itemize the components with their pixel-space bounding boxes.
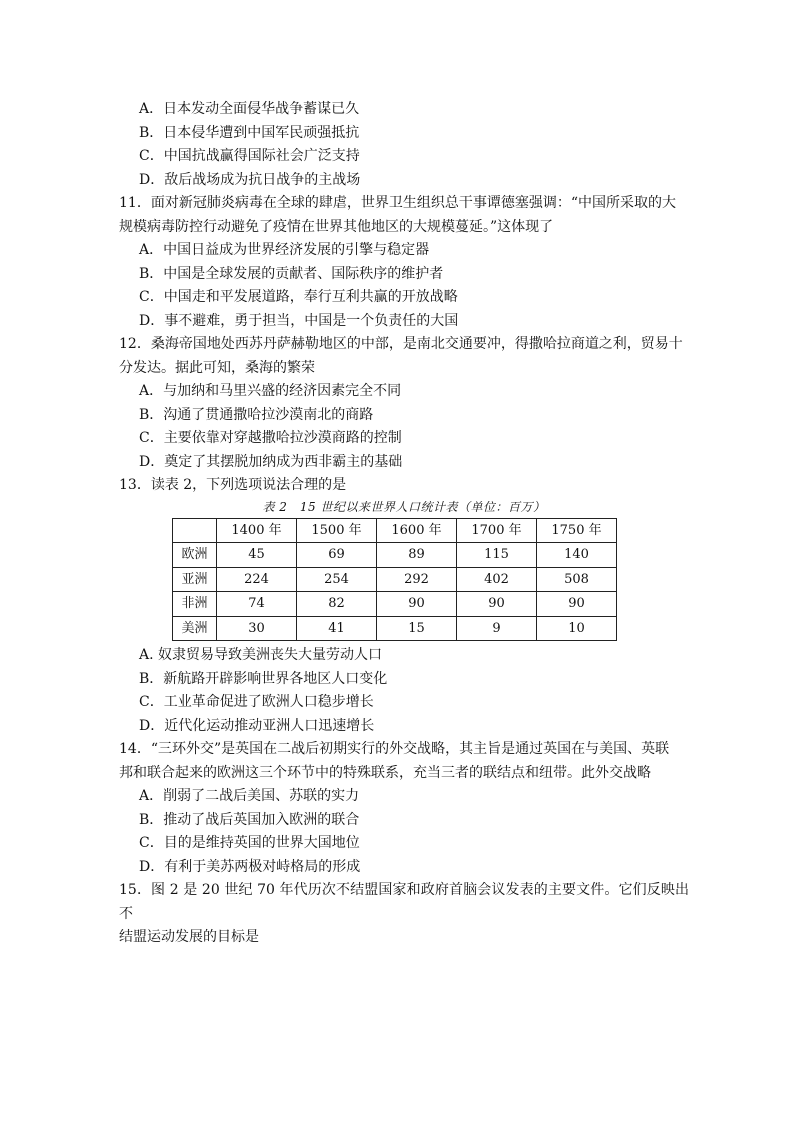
table-row xyxy=(173,592,617,617)
option-a: A. 奴隶贸易导致美洲丧失大量劳动人口 xyxy=(139,647,383,663)
question-stem: 13．读表 2，下列选项说法合理的是 xyxy=(119,477,347,493)
option-c: C．工业革命促进了欧洲人口稳步增长 xyxy=(139,694,374,710)
question-stem: 11．面对新冠肺炎病毒在全球的肆虐，世界卫生组织总干事谭德塞强调：“中国所采取的大 xyxy=(119,195,676,211)
option-b: B．中国是全球发展的贡献者、国际秩序的维护者 xyxy=(139,265,444,282)
header-cell: 1600 年 xyxy=(377,518,457,543)
table-row xyxy=(173,567,617,592)
table-cell: 69 xyxy=(297,543,377,568)
table-cell: 89 xyxy=(377,543,457,568)
question-stem: 14．“三环外交”是英国在二战后初期实行的外交战略，其主旨是通过英国在与美国、英联 xyxy=(119,741,670,757)
table-row xyxy=(173,616,617,641)
option-d: D．奠定了其摆脱加纳成为西非霸主的基础 xyxy=(139,453,403,470)
row-label: 美洲 xyxy=(173,616,217,641)
population-table xyxy=(172,518,617,642)
header-cell: 1700 年 xyxy=(457,518,537,543)
option-d: D．有利于美苏两极对峙格局的形成 xyxy=(139,858,361,875)
question-13 xyxy=(119,474,689,738)
question-12 xyxy=(119,333,689,474)
question-11 xyxy=(119,192,689,333)
option-d: D．近代化运动推动亚洲人口迅速增长 xyxy=(139,717,375,734)
table-cell: 90 xyxy=(537,592,617,617)
option-c: C．目的是维持英国的世界大国地位 xyxy=(139,835,360,851)
option-a: A．与加纳和马里兴盛的经济因素完全不同 xyxy=(139,383,402,399)
table-row xyxy=(173,543,617,568)
table-cell: 9 xyxy=(457,616,537,641)
option-c: C．中国走和平发展道路，奉行互利共赢的开放战略 xyxy=(139,289,458,305)
table-cell: 508 xyxy=(537,567,617,592)
table-cell: 74 xyxy=(217,592,297,617)
option-d: D．敌后战场成为抗日战争的主战场 xyxy=(139,171,361,188)
table-cell: 82 xyxy=(297,592,377,617)
table-cell: 90 xyxy=(377,592,457,617)
table-caption: 表 2 15 世纪以来世界人口统计表（单位：百万） xyxy=(262,499,546,514)
table-cell: 30 xyxy=(217,616,297,641)
row-label: 非洲 xyxy=(173,592,217,617)
question-10-options xyxy=(119,98,689,192)
table-cell: 10 xyxy=(537,616,617,641)
option-b: B．沟通了贯通撒哈拉沙漠南北的商路 xyxy=(139,406,374,423)
question-stem: 15．图 2 是 20 世纪 70 年代历次不结盟国家和政府首脑会议发表的主要文件。它们反映出不 xyxy=(119,882,689,922)
option-d: D．事不避难，勇于担当，中国是一个负责任的大国 xyxy=(139,312,459,329)
table-cell: 41 xyxy=(297,616,377,641)
question-stem-cont: 邦和联合起来的欧洲这三个环节中的特殊联系，充当三者的联结点和纽带。此外交战略 xyxy=(119,764,651,781)
option-a: A．削弱了二战后美国、苏联的实力 xyxy=(139,788,360,804)
option-a: A．中国日益成为世界经济发展的引擎与稳定器 xyxy=(139,242,430,258)
table-cell: 254 xyxy=(297,567,377,592)
table-header-row xyxy=(173,518,617,543)
question-stem-cont: 分发达。据此可知，桑海的繁荣 xyxy=(119,359,315,376)
question-stem-cont: 结盟运动发展的目标是 xyxy=(119,929,259,945)
header-cell xyxy=(173,518,217,543)
row-label: 欧洲 xyxy=(173,543,217,568)
option-c: C．中国抗战赢得国际社会广泛支持 xyxy=(139,148,360,164)
question-15 xyxy=(119,879,689,950)
table-cell: 90 xyxy=(457,592,537,617)
table-cell: 15 xyxy=(377,616,457,641)
header-cell: 1500 年 xyxy=(297,518,377,543)
table-cell: 140 xyxy=(537,543,617,568)
header-cell: 1400 年 xyxy=(217,518,297,543)
header-cell: 1750 年 xyxy=(537,518,617,543)
table-cell: 224 xyxy=(217,567,297,592)
question-14 xyxy=(119,738,689,879)
option-b: B．推动了战后英国加入欧洲的联合 xyxy=(139,811,360,828)
table-cell: 402 xyxy=(457,567,537,592)
row-label: 亚洲 xyxy=(173,567,217,592)
option-c: C．主要依靠对穿越撒哈拉沙漠商路的控制 xyxy=(139,430,402,446)
question-stem: 12．桑海帝国地处西苏丹萨赫勒地区的中部，是南北交通要冲，得撒哈拉商道之利，贸易十 xyxy=(119,336,683,352)
option-a: A．日本发动全面侵华战争蓄谋已久 xyxy=(139,101,360,117)
question-stem-cont: 规模病毒防控行动避免了疫情在世界其他地区的大规模蔓延。”这体现了 xyxy=(119,218,554,235)
table-cell: 292 xyxy=(377,567,457,592)
table-cell: 115 xyxy=(457,543,537,568)
option-b: B．日本侵华遭到中国军民顽强抵抗 xyxy=(139,124,360,141)
option-b: B．新航路开辟影响世界各地区人口变化 xyxy=(139,670,388,687)
table-cell: 45 xyxy=(217,543,297,568)
exam-content xyxy=(119,98,689,950)
